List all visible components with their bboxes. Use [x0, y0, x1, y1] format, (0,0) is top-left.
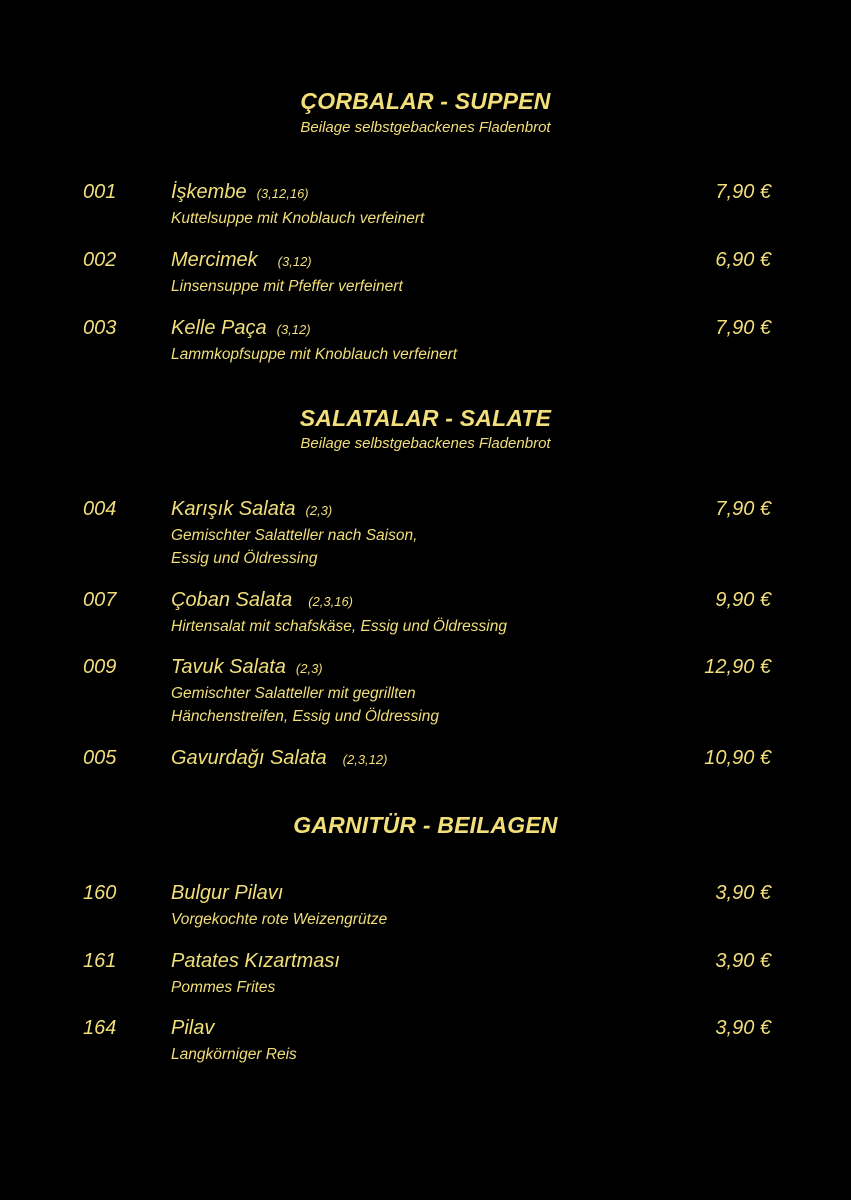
item-code: 009 — [83, 656, 117, 678]
item-code: 003 — [83, 317, 117, 339]
item-name-line — [171, 950, 340, 973]
item-name: Gavurdağı Salata — [171, 747, 327, 769]
item-name-line — [171, 498, 332, 521]
section-title-suppen: ÇORBALAR - SUPPEN — [300, 88, 551, 114]
menu-item — [0, 249, 851, 319]
item-code: 160 — [83, 882, 117, 904]
item-description — [171, 207, 424, 230]
menu-item — [0, 181, 851, 251]
item-price: 7,90 € — [715, 498, 771, 520]
item-code: 005 — [83, 747, 117, 769]
item-allergens: (3,12) — [276, 322, 311, 337]
item-allergens: (2,3,12) — [342, 752, 388, 767]
item-price: 9,90 € — [715, 589, 771, 611]
item-name: Pilav — [171, 1017, 215, 1039]
item-description — [171, 343, 457, 366]
item-name-line — [171, 589, 353, 612]
item-name-line — [171, 747, 387, 770]
section-subtitle-suppen: Beilage selbstgebackenes Fladenbrot — [300, 119, 551, 136]
item-name-line — [171, 1017, 214, 1040]
item-price: 3,90 € — [715, 882, 771, 904]
item-name: Bulgur Pilavı — [171, 882, 284, 904]
item-description-line: Vorgekochte rote Weizengrütze — [171, 911, 388, 928]
item-description-line: Gemischter Salatteller mit gegrillten — [171, 685, 416, 702]
item-name-line — [171, 882, 283, 905]
item-price: 3,90 € — [715, 950, 771, 972]
item-description-line: Gemischter Salatteller nach Saison, — [171, 527, 418, 544]
menu-item — [0, 589, 851, 659]
menu-item — [0, 1017, 851, 1087]
item-description — [171, 976, 275, 999]
menu-item — [0, 656, 851, 726]
item-name-line — [171, 249, 312, 272]
item-description — [171, 682, 439, 728]
item-price: 7,90 € — [715, 181, 771, 203]
item-description — [171, 908, 387, 931]
item-description — [171, 1043, 297, 1066]
section-title-salate: SALATALAR - SALATE — [299, 405, 552, 431]
item-price: 12,90 € — [704, 656, 771, 678]
item-name-line — [171, 181, 309, 204]
item-description-line: Lammkopfsuppe mit Knoblauch verfeinert — [171, 346, 458, 363]
item-price: 6,90 € — [715, 249, 771, 271]
item-description — [171, 615, 507, 638]
item-description-line: Linsensuppe mit Pfeffer verfeinert — [171, 278, 403, 295]
item-description — [171, 275, 403, 298]
item-name-line — [171, 656, 323, 679]
item-description-line: Hirtensalat mit schafskäse, Essig und Öldressing — [171, 618, 507, 635]
item-price: 7,90 € — [715, 317, 771, 339]
item-name: Patates Kızartması — [171, 950, 340, 972]
item-code: 161 — [83, 950, 117, 972]
item-description-line: Pommes Frites — [171, 979, 276, 996]
item-allergens: (2,3) — [295, 661, 323, 676]
item-name-line — [171, 317, 311, 340]
item-code: 001 — [83, 181, 117, 203]
item-name: İşkembe — [171, 181, 247, 203]
section-title-beilagen: GARNITÜR - BEILAGEN — [293, 812, 558, 838]
item-description-line: Langkörniger Reis — [171, 1046, 297, 1063]
item-name: Kelle Paça — [171, 317, 267, 339]
menu-item — [0, 882, 851, 952]
menu-item — [0, 317, 851, 387]
item-code: 164 — [83, 1017, 117, 1039]
item-description — [171, 524, 417, 570]
item-allergens: (3,12,16) — [256, 186, 309, 201]
item-code: 004 — [83, 498, 117, 520]
section-subtitle-salate: Beilage selbstgebackenes Fladenbrot — [300, 435, 551, 452]
item-allergens: (3,12) — [277, 254, 312, 269]
menu-item — [0, 498, 851, 568]
item-description-line: Kuttelsuppe mit Knoblauch verfeinert — [171, 210, 425, 227]
item-name: Çoban Salata — [171, 589, 293, 611]
item-code: 002 — [83, 249, 117, 271]
menu-item — [0, 950, 851, 1020]
item-name: Mercimek — [171, 249, 258, 271]
item-description-line: Essig und Öldressing — [171, 550, 318, 567]
item-allergens: (2,3) — [305, 503, 333, 518]
item-price: 10,90 € — [704, 747, 771, 769]
item-allergens: (2,3,16) — [308, 594, 354, 609]
menu-item — [0, 747, 851, 817]
item-name: Tavuk Salata — [171, 656, 286, 678]
item-code: 007 — [83, 589, 117, 611]
item-name: Karışık Salata — [171, 498, 296, 520]
item-description-line: Hänchenstreifen, Essig und Öldressing — [171, 708, 439, 725]
item-price: 3,90 € — [715, 1017, 771, 1039]
